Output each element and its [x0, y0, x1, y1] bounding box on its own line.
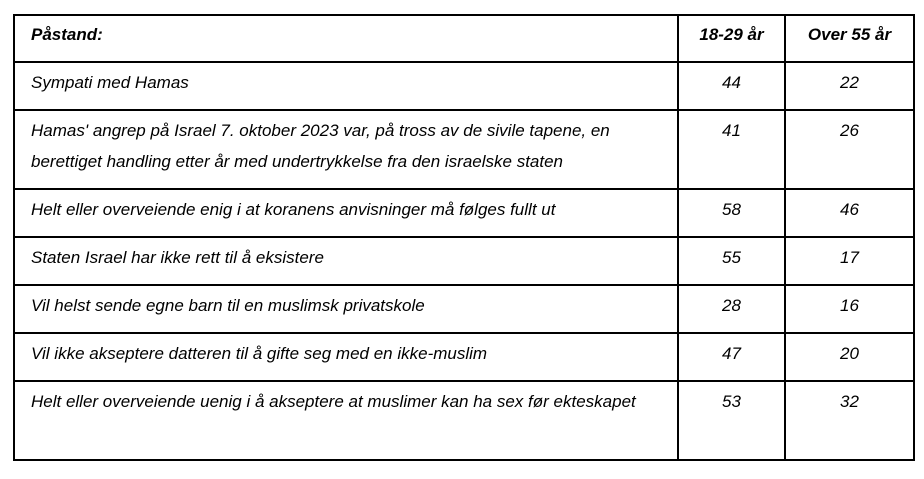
value-cell-age-18-29: 55 [678, 237, 785, 285]
value-cell-age-18-29: 44 [678, 62, 785, 110]
table-row [14, 333, 914, 381]
statement-cell: Hamas' angrep på Israel 7. oktober 2023 var, på tross av de sivile tapene, en berettiget handling etter år med undertrykkelse fra den israelske staten [14, 110, 678, 189]
statistics-table [13, 14, 915, 461]
value-cell-age-18-29: 53 [678, 381, 785, 460]
statement-cell: Sympati med Hamas [14, 62, 678, 110]
statement-cell: Vil ikke akseptere datteren til å gifte seg med en ikke-muslim [14, 333, 678, 381]
value-cell-age-18-29: 58 [678, 189, 785, 237]
value-cell-age-18-29: 41 [678, 110, 785, 189]
header-row [14, 15, 914, 62]
header-age-18-29: 18-29 år [678, 15, 785, 62]
table-row [14, 285, 914, 333]
value-cell-over-55: 26 [785, 110, 914, 189]
value-cell-age-18-29: 47 [678, 333, 785, 381]
table-row [14, 381, 914, 460]
value-cell-over-55: 20 [785, 333, 914, 381]
header-statement: Påstand: [14, 15, 678, 62]
value-cell-over-55: 46 [785, 189, 914, 237]
table-row [14, 237, 914, 285]
statement-cell: Vil helst sende egne barn til en muslimsk privatskole [14, 285, 678, 333]
table-row [14, 62, 914, 110]
value-cell-age-18-29: 28 [678, 285, 785, 333]
table-row [14, 189, 914, 237]
value-cell-over-55: 32 [785, 381, 914, 460]
statement-cell: Staten Israel har ikke rett til å eksistere [14, 237, 678, 285]
header-over-55: Over 55 år [785, 15, 914, 62]
table-body [14, 62, 914, 460]
value-cell-over-55: 22 [785, 62, 914, 110]
table-row [14, 110, 914, 189]
value-cell-over-55: 17 [785, 237, 914, 285]
statement-cell: Helt eller overveiende enig i at koranens anvisninger må følges fullt ut [14, 189, 678, 237]
value-cell-over-55: 16 [785, 285, 914, 333]
statement-cell: Helt eller overveiende uenig i å akseptere at muslimer kan ha sex før ekteskapet [14, 381, 678, 460]
table-header [14, 15, 914, 62]
